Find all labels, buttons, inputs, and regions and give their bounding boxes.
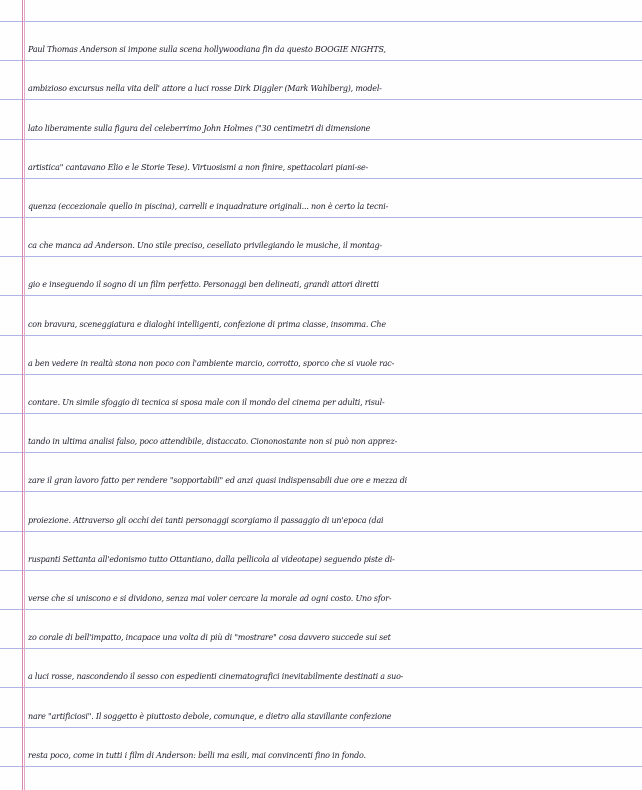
ruled-line [0,99,642,100]
ruled-line [0,766,642,767]
ruled-line [0,335,642,336]
ruled-line [0,217,642,218]
ruled-line [0,491,642,492]
text-line: verse che si uniscono e si dividono, senza mai voler cercare la morale ad ogni costo. Uno sfor- [28,594,392,603]
ruled-line [0,178,642,179]
ruled-line [0,413,642,414]
ruled-line [0,139,642,140]
text-line: zare il gran lavoro fatto per rendere "sopportabili" ed anzi quasi indispensabili due ore e mezza di [28,476,407,485]
text-line: contare. Un simile sfoggio di tecnica si sposa male con il mondo del cinema per adulti, risul- [28,398,385,407]
text-line: ca che manca ad Anderson. Uno stile preciso, cesellato privilegiando le musiche, il montag- [28,241,382,250]
ruled-line [0,609,642,610]
text-line: resta poco, come in tutti i film di Anderson: belli ma esili, mai convincenti fino in fondo. [28,751,366,760]
text-line: proiezione. Attraverso gli occhi dei tanti personaggi scorgiamo il passaggio di un'epoca (dai [28,516,384,525]
ruled-line [0,531,642,532]
ruled-line [0,60,642,61]
ruled-line [0,295,642,296]
text-line: con bravura, sceneggiatura e dialoghi intelligenti, confezione di prima classe, insomma. Che [28,320,386,329]
text-line: gio e inseguendo il sogno di un film perfetto. Personaggi ben delineati, grandi attori diretti [28,280,379,289]
ruled-line [0,727,642,728]
ruled-line [0,648,642,649]
text-line: zo corale di bell'impatto, incapace una volta di più di "mostrare" cosa davvero succede sui set [28,633,391,642]
margin-line-inner [24,0,25,790]
text-line: nare "artificiosi". Il soggetto è piuttosto debole, comunque, e dietro alla stavillante confezione [28,712,392,721]
text-line: quenza (eccezionale quello in piscina), carrelli e inquadrature originali... non è certo la tecni- [28,202,389,211]
ruled-line [0,374,642,375]
text-line: a ben vedere in realtà stona non poco con l'ambiente marcio, corrotto, sporco che si vuole rac- [28,359,395,368]
ruled-line [0,256,642,257]
text-line: a luci rosse, nascondendo il sesso con espedienti cinematografici inevitabilmente destinati a suo- [28,672,404,681]
text-line: ruspanti Settanta all'edonismo tutto Ottantiano, dalla pellicola al videotape) seguendo piste di- [28,555,395,564]
text-line: tando in ultima analisi falso, poco attendibile, distaccato. Ciononostante non si può non apprez- [28,437,398,446]
ruled-line [0,687,642,688]
ruled-line [0,452,642,453]
text-line: ambizioso excursus nella vita dell' attore a luci rosse Dirk Diggler (Mark Wahlberg), model- [28,84,382,93]
margin-line [22,0,23,790]
ruled-line [0,21,642,22]
text-line: Paul Thomas Anderson si impone sulla scena hollywoodiana fin da questo BOOGIE NIGHTS, [28,45,386,54]
text-line: artistica" cantavano Elio e le Storie Tese). Virtuosismi a non finire, spettacolari piani-se- [28,163,369,172]
ruled-line [0,570,642,571]
text-line: lato liberamente sulla figura del celeberrimo John Holmes ("30 centimetri di dimensione [28,124,371,133]
